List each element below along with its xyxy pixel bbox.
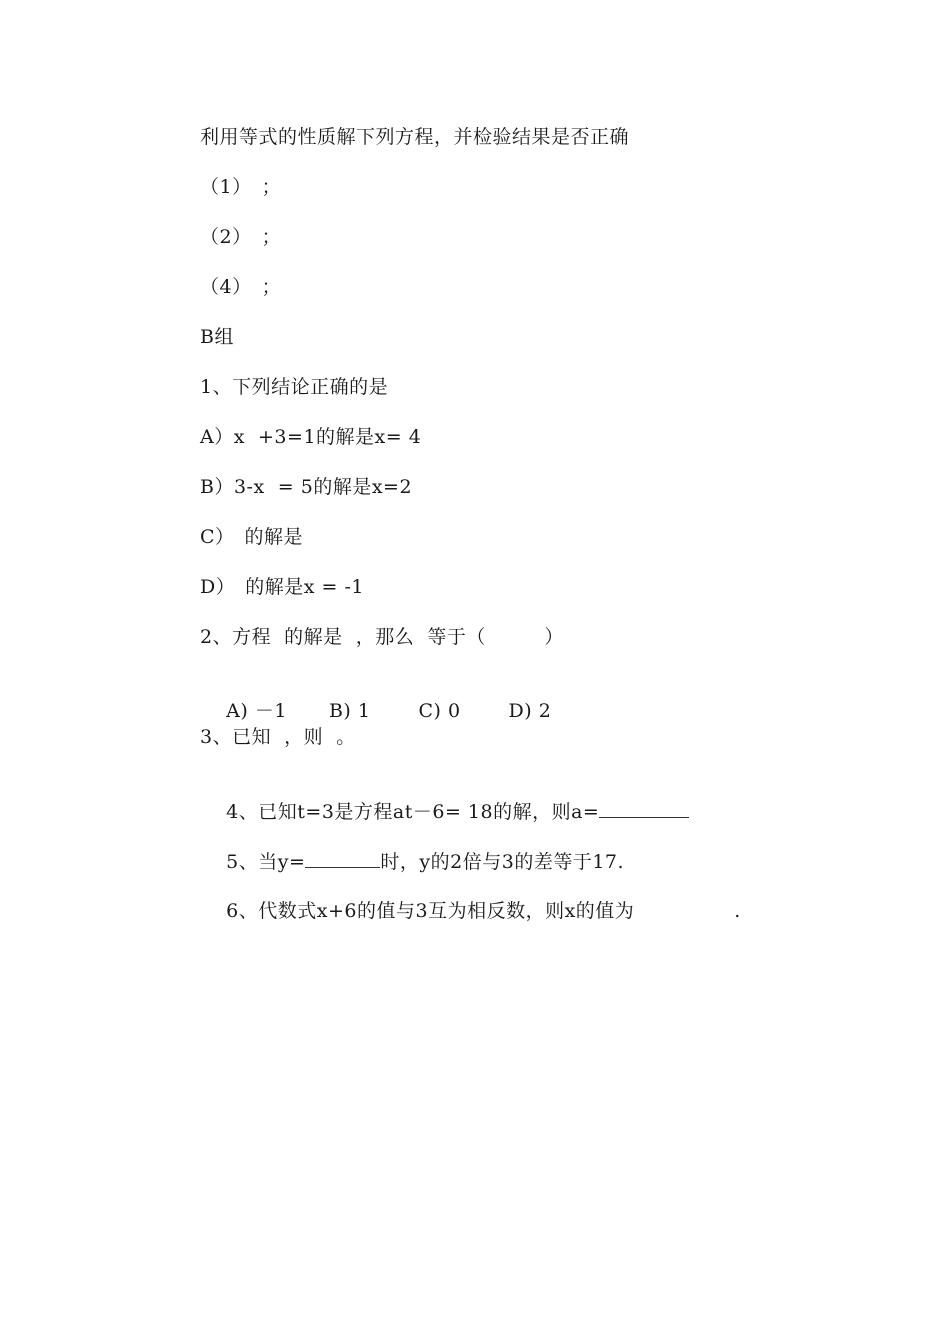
q1-stem: 1、下列结论正确的是 [200, 376, 389, 398]
q1-option-d: D） 的解是x = -1 [200, 576, 364, 598]
q5-answer-blank[interactable] [305, 849, 380, 868]
q2-option-d: D) 2 [508, 700, 552, 722]
intro-text: 利用等式的性质解下列方程，并检验结果是否正确 [200, 126, 630, 148]
q2-option-c: C) 0 [418, 700, 461, 722]
q4-answer-blank[interactable] [599, 799, 689, 818]
q3-text: 3、已知 ，则 。 [200, 726, 356, 748]
part-a-item-1: （1） ； [200, 176, 282, 198]
part-a-item-2: （2） ； [200, 226, 282, 248]
q5-text-prefix: 5、当y= [226, 851, 306, 873]
q2-option-a: A) －1 [226, 700, 287, 722]
part-a-item-4: （4） ； [200, 276, 282, 298]
q6-text-prefix: 6、代数式x+6的值与3互为相反数，则x的值为 [226, 900, 635, 922]
q6-text-suffix: . [734, 900, 741, 922]
q2-stem: 2、方程 的解是 ，那么 等于（ ） [200, 626, 564, 648]
q1-option-b: B）3-x = 5的解是x=2 [200, 476, 413, 498]
q2-option-b: B) 1 [328, 700, 371, 722]
q5-text-suffix: 时，y的2倍与3的差等于17. [380, 851, 625, 873]
group-b-title: B组 [200, 326, 234, 348]
q6-line [200, 875, 741, 947]
q1-option-a: A）x +3=1的解是x= 4 [200, 426, 422, 448]
q1-option-c: C） 的解是 [200, 526, 304, 548]
q4-text: 4、已知t=3是方程at－6= 18的解，则a= [226, 801, 600, 823]
